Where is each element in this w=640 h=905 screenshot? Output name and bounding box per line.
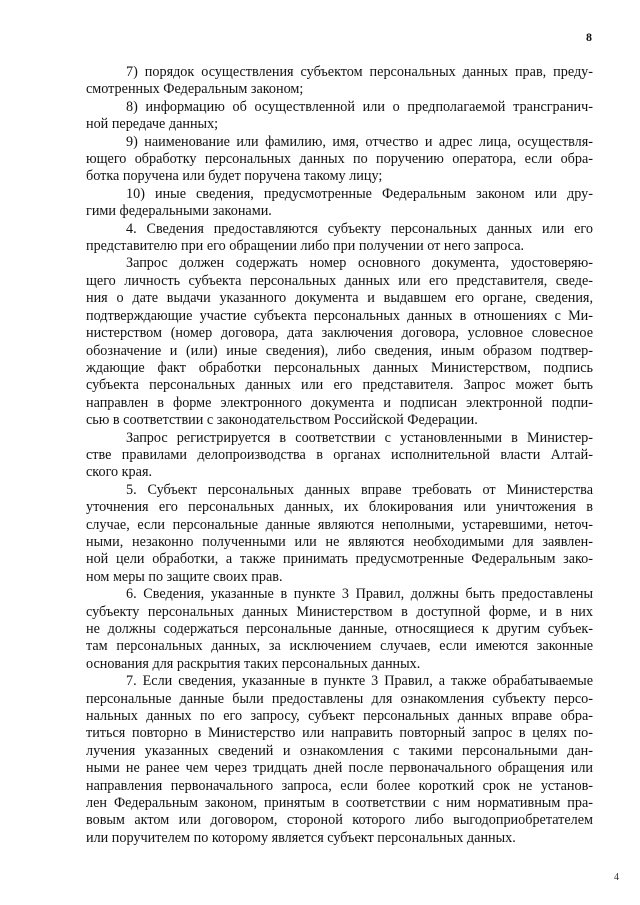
paragraph-line: персональные данные были предоставлены для ознакомления субъекту персо- — [86, 690, 593, 707]
paragraph-line: обозначение и (или) иные сведения), либо сведения, иным образом подтвер- — [86, 342, 593, 359]
paragraph-line: не должны содержаться персональные данные, относящиеся к другим субъек- — [86, 621, 593, 637]
paragraph — [86, 482, 593, 586]
paragraph-line: 8) информацию об осуществленной или о предполагаемой трансгранич- — [126, 98, 593, 115]
paragraph-line: Запрос должен содержать номер основного документа, удостоверяю- — [126, 255, 593, 272]
paragraph-line: направления первоначального запроса, если более короткий срок не установ- — [86, 777, 593, 794]
paragraph — [86, 673, 593, 847]
paragraph-line: титься повторно в Министерство или направить повторный запрос в целях по- — [86, 725, 593, 742]
paragraph-line: там персональных данных, за исключением случаев, если имеются законные — [86, 638, 593, 655]
paragraph-line: стве правилами делопроизводства в органах исполнительной власти Алтай- — [86, 446, 593, 463]
paragraph-line: нистерством (номер договора, дата заключения договора, условное словесное — [86, 325, 593, 342]
paragraph-line: случае, если персональные данные являются неполными, устаревшими, неточ- — [86, 516, 593, 533]
paragraph-line: гими федеральными законами. — [86, 203, 272, 220]
paragraph-line: сью в соответствии с законодательством Российской Федерации. — [86, 412, 478, 429]
paragraph-line: субъекту персональных данных Министерством в доступной форме, и в них — [86, 603, 593, 620]
paragraph-line: ными не ранее чем через тридцать дней после первоначального обращения или — [86, 760, 593, 777]
paragraph-line: ном меры по защите своих прав. — [86, 568, 283, 585]
paragraph-line: 4. Сведения предоставляются субъекту персональных данных или его — [126, 220, 593, 237]
paragraph — [86, 134, 593, 186]
paragraph-line: субъекта персональных данных или его представителя. Запрос может быть — [86, 377, 593, 394]
document-body — [86, 64, 593, 847]
paragraph-line: основания для раскрытия таких персональных данных. — [86, 655, 421, 672]
paragraph-line: 5. Субъект персональных данных вправе требовать от Министерства — [126, 481, 593, 498]
paragraph-line: ной передаче данных; — [86, 116, 219, 133]
paragraph-line: ского края. — [86, 464, 153, 481]
paragraph-line: лучения указанных сведений и ознакомления с такими персональными дан- — [86, 742, 593, 759]
paragraph-line: ющего обработку персональных данных по поручению оператора, если обра- — [86, 151, 593, 168]
paragraph-line: 6. Сведения, указанные в пункте 3 Правил, должны быть предоставлены — [126, 586, 593, 603]
paragraph — [86, 430, 593, 482]
paragraph-line: Запрос регистрируется в соответствии с установленными в Министер- — [126, 429, 593, 446]
paragraph — [86, 586, 593, 673]
paragraph-line: направлен в форме электронного документа и подписан электронной подпи- — [86, 394, 593, 411]
page-number: 8 — [586, 30, 592, 44]
corner-mark: 4 — [614, 872, 619, 883]
paragraph-line: ными, незаконно полученными или не являются необходимыми для заявлен- — [86, 533, 593, 550]
paragraph-line: ния о дате выдачи указанного документа и выдавшем его органе, сведения, — [86, 290, 593, 307]
paragraph-line: лен Федеральным законом, принятым в соответствии с ним нормативным пра- — [86, 795, 593, 812]
paragraph — [86, 99, 593, 134]
paragraph-line: уточнения его персональных данных, их блокирования или уничтожения в — [86, 499, 593, 516]
paragraph-line: представителю при его обращении либо при получении от него запроса. — [86, 238, 525, 255]
paragraph-line: нальных данных по его запросу, субъект персональных данных вправе обра- — [86, 708, 593, 725]
paragraph-line: или поручителем по которому является субъект персональных данных. — [86, 829, 516, 846]
paragraph-line: 10) иные сведения, предусмотренные Федеральным законом или дру- — [126, 185, 593, 202]
paragraph — [86, 221, 593, 256]
paragraph-line: 7) порядок осуществления субъектом персональных данных прав, преду- — [126, 64, 593, 80]
paragraph-line: ботка поручена или будет поручена такому лицу; — [86, 168, 383, 185]
paragraph-line: вовым актом или договором, стороной которого либо выгодоприобретателем — [86, 812, 593, 829]
paragraph — [86, 186, 593, 221]
paragraph-line: щего личность субъекта персональных данных или его представителя, сведе- — [86, 272, 593, 289]
paragraph — [86, 64, 593, 99]
paragraph-line: ной цели обработки, а также принимать предусмотренные Федеральным зако- — [86, 551, 593, 568]
paragraph — [86, 255, 593, 429]
paragraph-line: подтверждающие участие субъекта персональных данных в отношениях с Ми- — [86, 307, 593, 324]
paragraph-line: 7. Если сведения, указанные в пункте 3 Правил, а также обрабатываемые — [126, 673, 593, 690]
paragraph-line: смотренных Федеральным законом; — [86, 81, 304, 98]
paragraph-line: ждающие факт обработки персональных данных Министерством, подпись — [86, 359, 593, 376]
paragraph-line: 9) наименование или фамилию, имя, отчество и адрес лица, осуществля- — [126, 133, 593, 150]
